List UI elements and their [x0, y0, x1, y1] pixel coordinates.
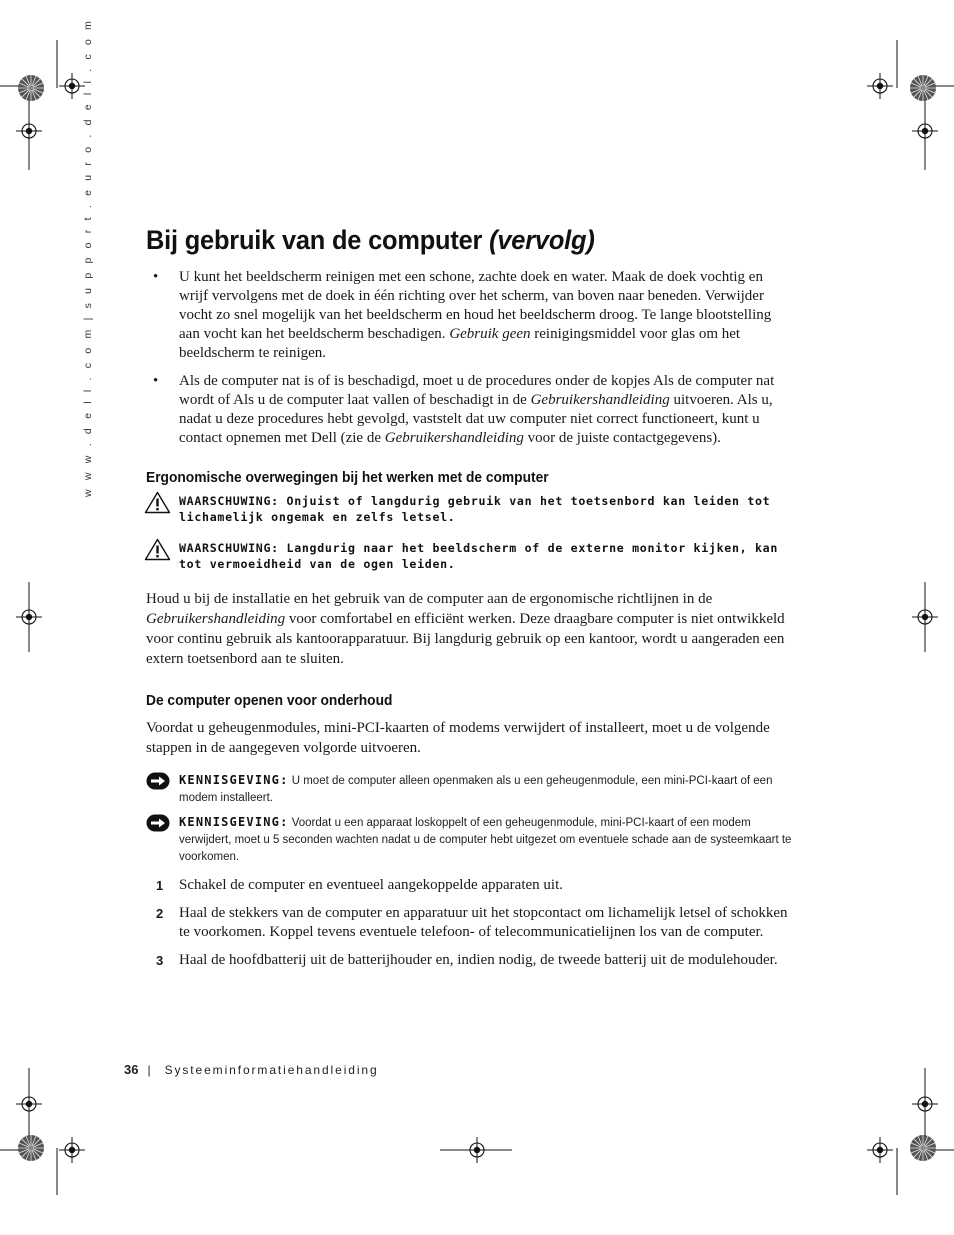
list-item [146, 951, 794, 970]
para-emphasis: Gebruikershandleiding [146, 611, 286, 627]
notice-arrow-icon [146, 814, 170, 832]
section-heading-service: De computer openen voor onderhoud [146, 693, 393, 709]
notice-2 [146, 814, 794, 866]
bullet-symbol: • [153, 373, 159, 389]
step-text: Haal de stekkers van de computer en apparatuur uit het stopcontact om lichamelijk letsel of schokken te voorkomen. Koppel tevens eventuele telefoon- of telecommunicatielijnen los van de computer. [179, 905, 788, 940]
warning-text: WAARSCHUWING: Onjuist of langdurig gebruik van het toetsenbord kan leiden tot lichamelijk ongemak en zelfs letsel. [179, 494, 771, 524]
bullet-list [146, 268, 794, 448]
warning-2 [146, 540, 794, 572]
title-main: Bij gebruik van de computer [146, 225, 490, 255]
section-heading-ergonomics: Ergonomische overwegingen bij het werken met de computer [146, 470, 549, 486]
bullet-symbol: • [153, 269, 159, 285]
footer-title: Systeeminformatiehandleiding [164, 1063, 379, 1077]
step-number: 1 [156, 878, 164, 893]
ergonomics-paragraph [146, 589, 794, 669]
list-item [146, 268, 794, 363]
page-number: 36 [124, 1062, 139, 1077]
step-number: 3 [156, 953, 164, 968]
bullet-text: voor de juiste contactgegevens). [523, 430, 721, 446]
side-url: w w w . d e l l . c o m | s u p p o r t . e u r o . d e l l . c o m [82, 17, 94, 497]
bullet-text: reinigingsmiddel voor glas om het beeldscherm te reinigen. [179, 326, 741, 361]
para-text: Houd u bij de installatie en het gebruik van de computer aan de ergonomische richtlijnen in de [146, 591, 713, 607]
step-text: Haal de hoofdbatterij uit de batterijhouder en, indien nodig, de tweede batterij uit de modulehouder. [179, 952, 778, 968]
warning-triangle-icon [144, 538, 171, 561]
step-number: 2 [156, 906, 164, 921]
warning-triangle-icon [144, 491, 171, 514]
notice-label: KENNISGEVING: [179, 773, 289, 787]
notice-text: U moet de computer alleen openmaken als u een geheugenmodule, een mini-PCI-kaart of een modem installeert. [179, 775, 773, 804]
list-item [146, 876, 794, 895]
bullet-emphasis: Gebruik geen [449, 326, 531, 342]
steps-list [146, 876, 794, 970]
notice-label: KENNISGEVING: [179, 815, 289, 829]
bullet-emphasis: Gebruikershandleiding [384, 430, 524, 446]
page-content [146, 222, 794, 970]
page-title [146, 222, 755, 258]
notice-text: Voordat u een apparaat loskoppelt of een geheugenmodule, mini-PCI-kaart of een modem verwijdert, moet u 5 seconden wachten nadat u de computer hebt uitgezet om eventuele schade aan de systeemkaart te voorkomen. [179, 817, 792, 863]
page-footer [124, 1062, 379, 1077]
para-text: voor comfortabel en efficiënt werken. Deze draagbare computer is niet ontwikkeld voor continu gebruik als kantoorapparatuur. Bij langdurig gebruik op een kantoor, wordt u aangeraden een extern toetsenbord aan te sluiten. [146, 611, 785, 667]
notice-1 [146, 772, 794, 807]
step-text: Schakel de computer en eventueel aangekoppelde apparaten uit. [179, 877, 563, 893]
warning-1 [146, 493, 794, 525]
bullet-text: Als de computer nat is of is beschadigd, moet u de procedures onder de kopjes Als de computer nat wordt of Als u de computer laat vallen of beschadigt in de [179, 373, 775, 408]
footer-separator: | [147, 1063, 151, 1077]
list-item [146, 372, 794, 448]
service-intro: Voordat u geheugenmodules, mini-PCI-kaarten of modems verwijdert of installeert, moet u de volgende stappen in de aangegeven volgorde uitvoeren. [146, 720, 770, 756]
warning-text: WAARSCHUWING: Langdurig naar het beeldscherm of de externe monitor kijken, kan tot vermoeidheid van de ogen leiden. [179, 541, 779, 571]
bullet-text: U kunt het beeldscherm reinigen met een schone, zachte doek en water. Maak de doek vochtig en wrijf vervolgens met de doek in één richting over het scherm, van boven naar beneden. Verwijder vocht zo snel mogelijk van het beeldscherm en houd het beeldscherm droog. Te lange blootstelling aan vocht kan het beeldscherm beschadigen. [179, 269, 772, 342]
bullet-emphasis: Gebruikershandleiding [530, 392, 670, 408]
notice-arrow-icon [146, 772, 170, 790]
title-continued: (vervolg) [489, 225, 595, 255]
bullet-text: uitvoeren. Als u, nadat u deze procedures hebt gevolgd, vaststelt dat uw computer niet correct functioneert, kunt u contact opnemen met Dell (zie de [179, 392, 773, 446]
list-item [146, 904, 794, 942]
